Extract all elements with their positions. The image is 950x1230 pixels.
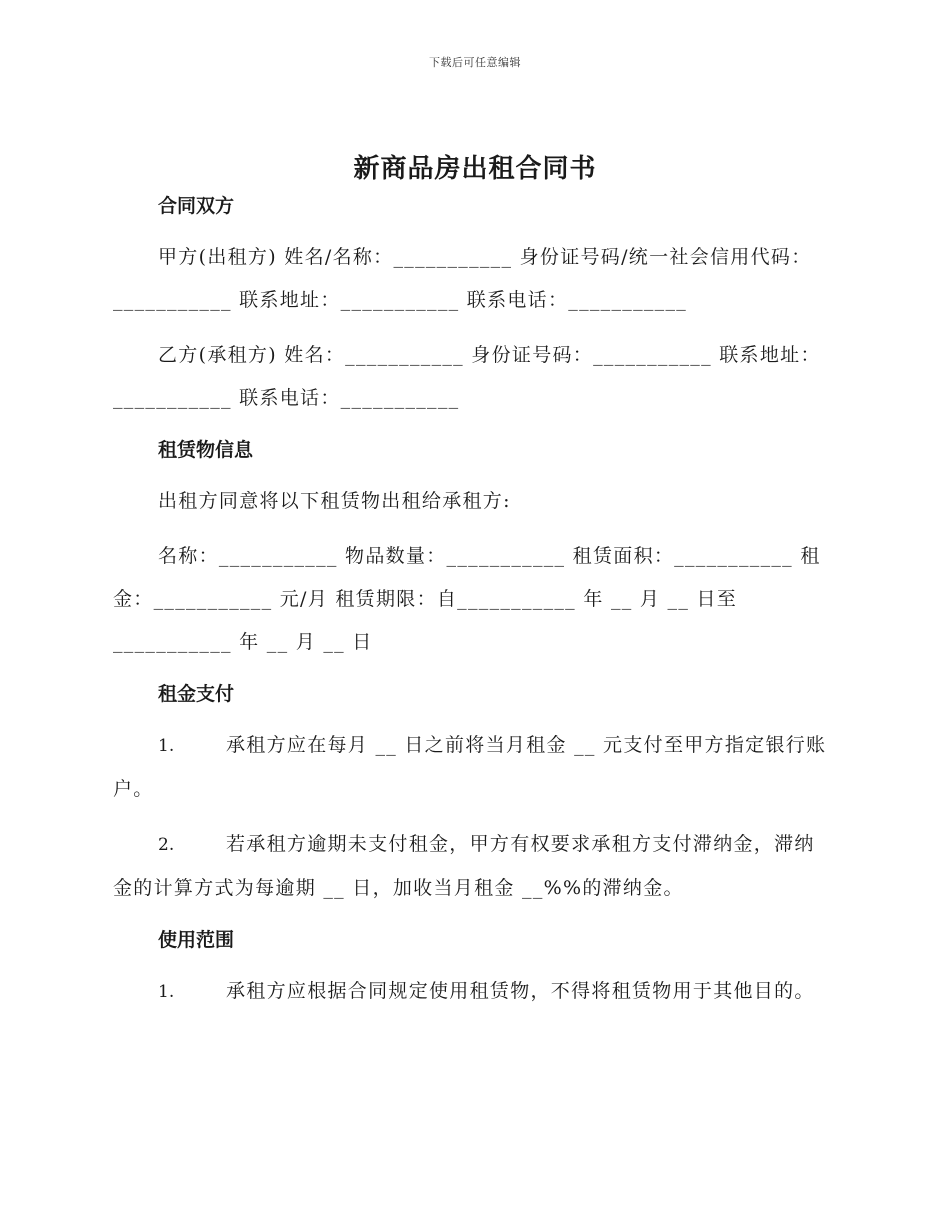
rent-payment-item-1 [113, 724, 833, 811]
list-number: 1. [158, 982, 175, 1002]
section-heading-rent-payment: 租金支付 [158, 683, 235, 705]
list-item-text: 承租方应在每月 __ 日之前将当月租金 __ 元支付至甲方指定银行账户。 [113, 734, 827, 800]
rent-payment-item-2 [113, 823, 833, 910]
lease-details-paragraph: 名称：___________ 物品数量：___________ 租赁面积：___________ 租金：___________ 元/月 租赁期限：自___________ 年 __ 月 __ 日至___________ 年 __ 月 __ 日 [113, 545, 821, 653]
list-item-text: 承租方应根据合同规定使用租赁物，不得将租赁物用于其他目的。 [226, 980, 815, 1002]
section-heading-parties: 合同双方 [158, 195, 235, 217]
list-item-text: 若承租方逾期未支付租金，甲方有权要求承租方支付滞纳金，滞纳金的计算方式为每逾期 __ 日，加收当月租金 __%%的滞纳金。 [113, 833, 815, 899]
document-title: 新商品房出租合同书 [353, 154, 597, 184]
usage-item-1 [113, 970, 833, 1014]
document-body [113, 188, 833, 1014]
lease-intro-paragraph: 出租方同意将以下租赁物出租给承租方: [158, 490, 511, 512]
section-heading-usage: 使用范围 [158, 929, 235, 951]
party-b-paragraph: 乙方(承租方) 姓名：___________ 身份证号码：___________ 联系地址：___________ 联系电话：___________ [113, 344, 821, 409]
section-heading-lease-item: 租赁物信息 [158, 439, 254, 461]
list-number: 1. [158, 736, 175, 756]
header-note: 下载后可任意编辑 [429, 56, 521, 69]
party-a-paragraph: 甲方(出租方) 姓名/名称：___________ 身份证号码/统一社会信用代码：___________ 联系地址：___________ 联系电话：___________ [113, 246, 812, 311]
list-number: 2. [158, 835, 175, 855]
